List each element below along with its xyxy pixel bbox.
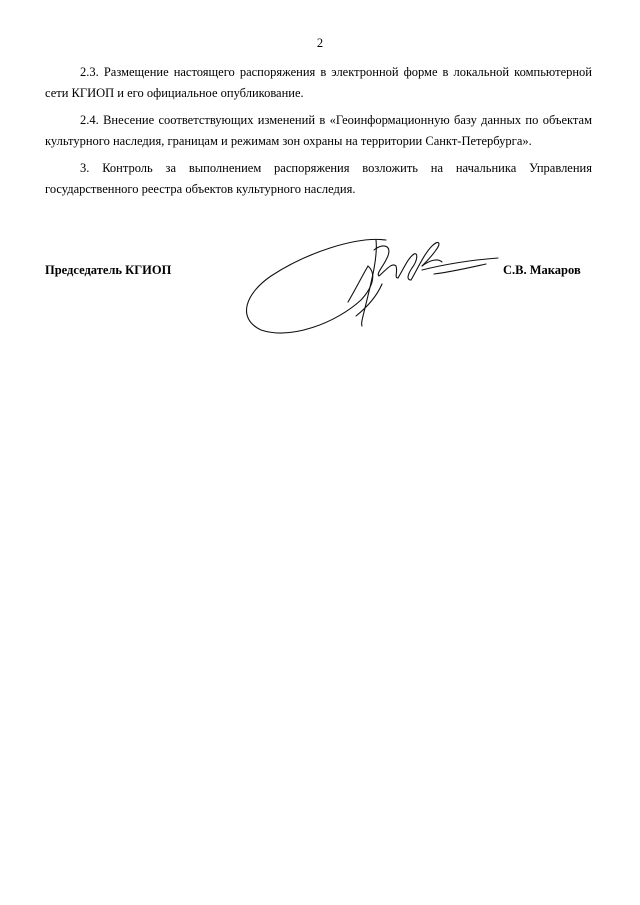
signatory-title: Председатель КГИОП bbox=[45, 263, 172, 277]
document-body bbox=[45, 62, 592, 206]
handwritten-signature-icon bbox=[236, 228, 506, 340]
signatory-name: С.В. Макаров bbox=[503, 263, 581, 277]
paragraph-3: 3. Контроль за выполнением распоряжения возложить на начальника Управления государственного реестра объектов культурного наследия. bbox=[45, 161, 592, 196]
page-number: 2 bbox=[316, 36, 324, 50]
paragraph-2-4: 2.4. Внесение соответствующих изменений в «Геоинформационную базу данных по объектам культурного наследия, границам и режимам зон охраны на территории Санкт-Петербурга». bbox=[45, 113, 592, 148]
paragraph-2-3: 2.3. Размещение настоящего распоряжения в электронной форме в локальной компьютерной сети КГИОП и его официальное опубликование. bbox=[45, 65, 592, 100]
